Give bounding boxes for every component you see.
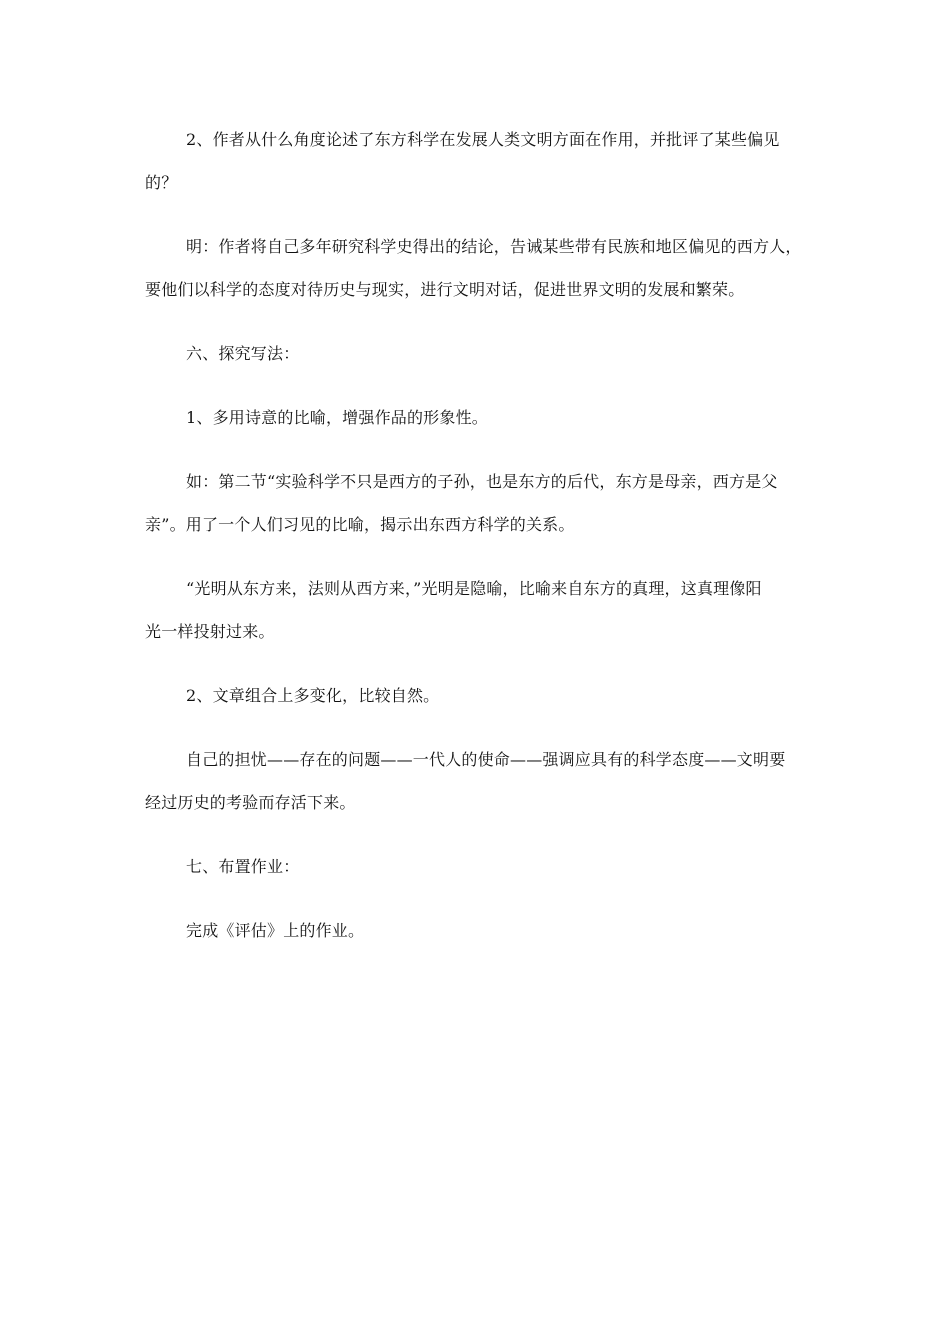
text-line: 经过历史的考验而存活下来。 bbox=[145, 793, 356, 812]
text-line: 要他们以科学的态度对待历史与现实，进行文明对话，促进世界文明的发展和繁荣。 bbox=[145, 280, 745, 299]
text-line: 光一样投射过来。 bbox=[145, 622, 275, 641]
homework-paragraph bbox=[145, 909, 810, 952]
text-line: 亲”。用了一个人们习见的比喻，揭示出东西方科学的关系。 bbox=[145, 515, 575, 534]
text-line: 2、文章组合上多变化，比较自然。 bbox=[186, 686, 440, 705]
answer-paragraph bbox=[145, 225, 810, 311]
text-line: 2、作者从什么角度论述了东方科学在发展人类文明方面在作用，并批评了某些偏见 bbox=[186, 130, 780, 149]
text-line: 明：作者将自己多年研究科学史得出的结论，告诫某些带有民族和地区偏见的西方人， bbox=[186, 237, 802, 256]
question-paragraph bbox=[145, 118, 810, 204]
example-paragraph bbox=[145, 460, 810, 546]
document-body bbox=[145, 118, 810, 973]
text-line: 完成《评估》上的作业。 bbox=[186, 921, 365, 940]
structure-paragraph bbox=[145, 738, 810, 824]
heading-text: 六、探究写法： bbox=[186, 344, 300, 363]
text-line: 自己的担忧——存在的问题——一代人的使命——强调应具有的科学态度——文明要 bbox=[186, 750, 786, 769]
text-line: 1、多用诗意的比喻，增强作品的形象性。 bbox=[186, 408, 488, 427]
point-paragraph bbox=[145, 674, 810, 717]
point-paragraph bbox=[145, 396, 810, 439]
text-line: 的？ bbox=[145, 173, 178, 192]
text-line: 如：第二节“实验科学不只是西方的子孙，也是东方的后代，东方是母亲，西方是父 bbox=[186, 472, 778, 491]
example-paragraph bbox=[145, 567, 810, 653]
text-line: “光明从东方来，法则从西方来，”光明是隐喻，比喻来自东方的真理，这真理像阳 bbox=[186, 579, 762, 598]
heading-text: 七、布置作业： bbox=[186, 857, 300, 876]
section-heading bbox=[145, 332, 810, 375]
section-heading bbox=[145, 845, 810, 888]
